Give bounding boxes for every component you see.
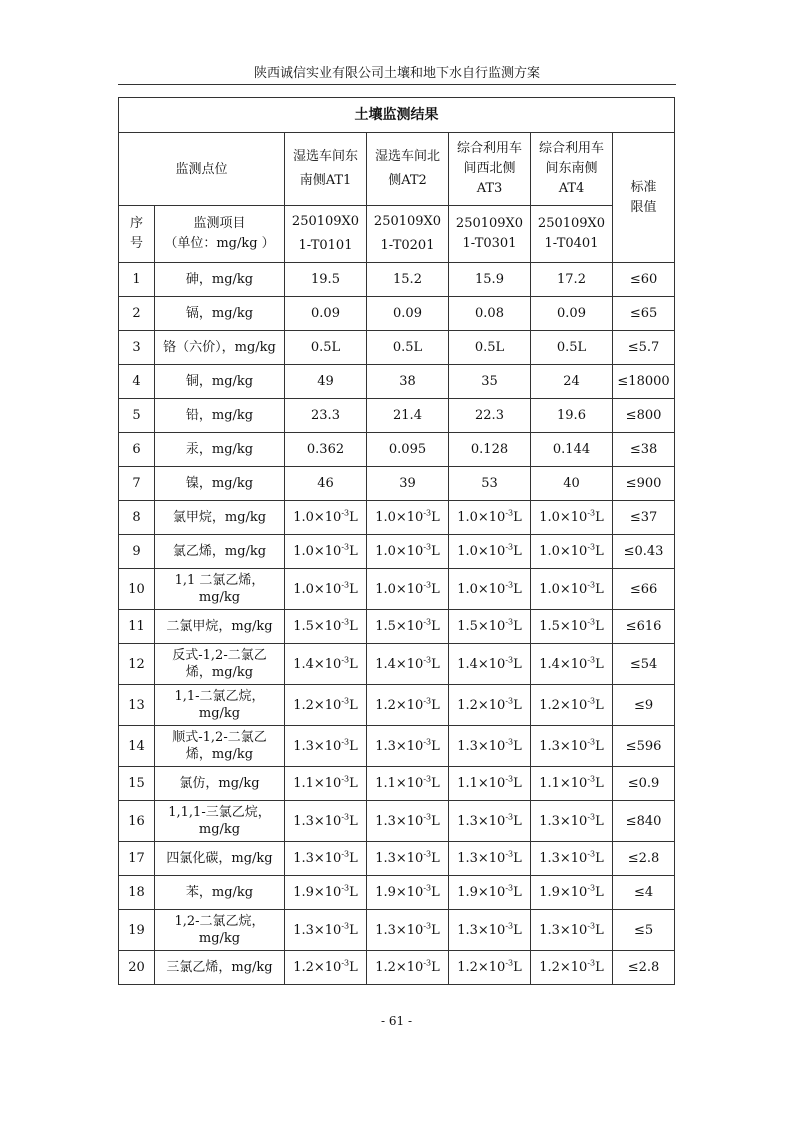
row-limit: ≤900 [613, 467, 675, 501]
running-header: 陕西诚信实业有限公司土壤和地下水自行监测方案 [118, 62, 676, 85]
row-limit: ≤596 [613, 726, 675, 767]
row-item: 氯甲烷，mg/kg [155, 501, 285, 535]
row-value: $1.4\times 10^{-3}L$ [285, 644, 367, 685]
row-limit: ≤65 [613, 297, 675, 331]
row-limit: ≤38 [613, 433, 675, 467]
row-value: $1.2\times 10^{-3}L$ [285, 951, 367, 985]
row-value: $1.1\times 10^{-3}L$ [285, 767, 367, 801]
soil-monitoring-results-table [118, 97, 674, 985]
row-value: $1.2\times 10^{-3}L$ [531, 685, 613, 726]
row-value: $1.3\times 10^{-3}L$ [531, 842, 613, 876]
row-value: $1.0\times 10^{-3}L$ [449, 535, 531, 569]
row-value: 0.5L [285, 331, 367, 365]
row-value: $1.3\times 10^{-3}L$ [367, 801, 449, 842]
row-value: $1.3\times 10^{-3}L$ [285, 842, 367, 876]
row-value: 0.128 [449, 433, 531, 467]
row-value: $1.3\times 10^{-3}L$ [531, 801, 613, 842]
row-value: $1.3\times 10^{-3}L$ [449, 842, 531, 876]
table-row [119, 399, 675, 433]
row-value: 0.5L [449, 331, 531, 365]
row-value: $1.3\times 10^{-3}L$ [367, 910, 449, 951]
row-value: $1.3\times 10^{-3}L$ [285, 801, 367, 842]
row-value: 39 [367, 467, 449, 501]
row-item: 反式-1,2-二氯乙烯，mg/kg [155, 644, 285, 685]
table-row [119, 569, 675, 610]
table-row [119, 842, 675, 876]
row-number: 10 [119, 569, 155, 610]
row-value: 24 [531, 365, 613, 399]
row-number: 11 [119, 610, 155, 644]
site-code-cell: 250109X01-T0101 [285, 206, 367, 263]
point-label: 监测点位 [119, 133, 285, 206]
row-number: 19 [119, 910, 155, 951]
row-value: 0.362 [285, 433, 367, 467]
site-name-cell: 湿选车间东南侧AT1 [285, 133, 367, 206]
row-item: 砷，mg/kg [155, 263, 285, 297]
row-limit: ≤37 [613, 501, 675, 535]
table-row [119, 910, 675, 951]
row-item: 1,1,1-三氯乙烷，mg/kg [155, 801, 285, 842]
row-number: 13 [119, 685, 155, 726]
row-value: $1.5\times 10^{-3}L$ [531, 610, 613, 644]
row-item: 四氯化碳，mg/kg [155, 842, 285, 876]
row-value: $1.3\times 10^{-3}L$ [531, 726, 613, 767]
row-value: 0.08 [449, 297, 531, 331]
table-row [119, 501, 675, 535]
row-number: 20 [119, 951, 155, 985]
table-row [119, 365, 675, 399]
row-item: 镍，mg/kg [155, 467, 285, 501]
table-row [119, 331, 675, 365]
row-value: 0.09 [285, 297, 367, 331]
row-number: 17 [119, 842, 155, 876]
row-number: 15 [119, 767, 155, 801]
row-number: 3 [119, 331, 155, 365]
row-value: 21.4 [367, 399, 449, 433]
row-item: 1,2-二氯乙烷，mg/kg [155, 910, 285, 951]
row-item: 镉，mg/kg [155, 297, 285, 331]
row-value: 15.2 [367, 263, 449, 297]
row-value: 53 [449, 467, 531, 501]
row-value: $1.5\times 10^{-3}L$ [449, 610, 531, 644]
row-value: $1.0\times 10^{-3}L$ [285, 535, 367, 569]
row-value: $1.0\times 10^{-3}L$ [531, 535, 613, 569]
row-value: 19.6 [531, 399, 613, 433]
row-value: 49 [285, 365, 367, 399]
row-item: 铬（六价），mg/kg [155, 331, 285, 365]
row-value: $1.0\times 10^{-3}L$ [449, 501, 531, 535]
row-limit: ≤54 [613, 644, 675, 685]
row-item: 二氯甲烷，mg/kg [155, 610, 285, 644]
row-value: $1.9\times 10^{-3}L$ [285, 876, 367, 910]
row-limit: ≤5.7 [613, 331, 675, 365]
row-value: 35 [449, 365, 531, 399]
row-value: $1.2\times 10^{-3}L$ [367, 685, 449, 726]
page-number: - 61 - [380, 1014, 412, 1028]
row-item: 顺式-1,2-二氯乙烯，mg/kg [155, 726, 285, 767]
item-label-cell [155, 206, 285, 263]
row-value: 23.3 [285, 399, 367, 433]
table-title: 土壤监测结果 [119, 98, 675, 133]
standard-label: 标准限值 [613, 133, 675, 263]
row-item: 1,1-二氯乙烷，mg/kg [155, 685, 285, 726]
row-item: 1,1 二氯乙烯，mg/kg [155, 569, 285, 610]
row-value: 46 [285, 467, 367, 501]
row-value: $1.3\times 10^{-3}L$ [285, 910, 367, 951]
row-number: 8 [119, 501, 155, 535]
row-item: 铅，mg/kg [155, 399, 285, 433]
row-value: $1.5\times 10^{-3}L$ [367, 610, 449, 644]
table-row [119, 433, 675, 467]
row-value: 17.2 [531, 263, 613, 297]
row-value: $1.3\times 10^{-3}L$ [285, 726, 367, 767]
table-row [119, 263, 675, 297]
row-value: 0.09 [531, 297, 613, 331]
row-value: $1.3\times 10^{-3}L$ [449, 801, 531, 842]
row-limit: ≤60 [613, 263, 675, 297]
row-value: $1.3\times 10^{-3}L$ [449, 726, 531, 767]
row-value: $1.0\times 10^{-3}L$ [367, 569, 449, 610]
row-value: $1.4\times 10^{-3}L$ [367, 644, 449, 685]
row-number: 2 [119, 297, 155, 331]
site-name-cell: 综合利用车间东南侧AT4 [531, 133, 613, 206]
table-row [119, 467, 675, 501]
row-number: 9 [119, 535, 155, 569]
row-number: 18 [119, 876, 155, 910]
row-value: $1.2\times 10^{-3}L$ [449, 685, 531, 726]
row-limit: ≤840 [613, 801, 675, 842]
row-limit: ≤800 [613, 399, 675, 433]
row-value: $1.0\times 10^{-3}L$ [449, 569, 531, 610]
table-row [119, 876, 675, 910]
row-limit: ≤5 [613, 910, 675, 951]
row-limit: ≤2.8 [613, 951, 675, 985]
row-value: $1.3\times 10^{-3}L$ [449, 910, 531, 951]
row-value: $1.9\times 10^{-3}L$ [449, 876, 531, 910]
row-item: 氯仿，mg/kg [155, 767, 285, 801]
row-value: $1.4\times 10^{-3}L$ [531, 644, 613, 685]
row-limit: ≤9 [613, 685, 675, 726]
table-row [119, 644, 675, 685]
row-value: 40 [531, 467, 613, 501]
row-number: 6 [119, 433, 155, 467]
site-code-cell: 250109X01-T0401 [531, 206, 613, 263]
row-value: 0.095 [367, 433, 449, 467]
table-row [119, 297, 675, 331]
row-value: 0.5L [531, 331, 613, 365]
row-value: $1.2\times 10^{-3}L$ [449, 951, 531, 985]
row-item: 三氯乙烯，mg/kg [155, 951, 285, 985]
row-value: $1.0\times 10^{-3}L$ [531, 501, 613, 535]
row-limit: ≤18000 [613, 365, 675, 399]
row-value: 0.5L [367, 331, 449, 365]
item-label: 监测项目 [193, 216, 246, 231]
row-value: 15.9 [449, 263, 531, 297]
row-value: $1.5\times 10^{-3}L$ [285, 610, 367, 644]
row-number: 7 [119, 467, 155, 501]
row-value: $1.0\times 10^{-3}L$ [367, 501, 449, 535]
row-limit: ≤0.9 [613, 767, 675, 801]
row-value: 38 [367, 365, 449, 399]
row-value: $1.1\times 10^{-3}L$ [531, 767, 613, 801]
row-item: 汞，mg/kg [155, 433, 285, 467]
row-value: $1.9\times 10^{-3}L$ [531, 876, 613, 910]
row-number: 1 [119, 263, 155, 297]
row-value: $1.0\times 10^{-3}L$ [531, 569, 613, 610]
row-value: 0.144 [531, 433, 613, 467]
table-row [119, 801, 675, 842]
row-value: $1.2\times 10^{-3}L$ [285, 685, 367, 726]
row-value: $1.1\times 10^{-3}L$ [367, 767, 449, 801]
row-limit: ≤4 [613, 876, 675, 910]
table-row [119, 685, 675, 726]
row-value: 19.5 [285, 263, 367, 297]
row-value: $1.3\times 10^{-3}L$ [531, 910, 613, 951]
row-limit: ≤2.8 [613, 842, 675, 876]
table-row [119, 767, 675, 801]
row-item: 铜，mg/kg [155, 365, 285, 399]
row-value: $1.0\times 10^{-3}L$ [285, 569, 367, 610]
row-value: $1.1\times 10^{-3}L$ [449, 767, 531, 801]
row-number: 5 [119, 399, 155, 433]
row-value: $1.2\times 10^{-3}L$ [367, 951, 449, 985]
row-limit: ≤66 [613, 569, 675, 610]
table-row [119, 726, 675, 767]
row-number: 12 [119, 644, 155, 685]
site-code-cell: 250109X01-T0201 [367, 206, 449, 263]
row-number: 14 [119, 726, 155, 767]
row-number: 4 [119, 365, 155, 399]
site-code-cell: 250109X01-T0301 [449, 206, 531, 263]
table-row [119, 535, 675, 569]
row-item: 氯乙烯，mg/kg [155, 535, 285, 569]
row-item: 苯，mg/kg [155, 876, 285, 910]
table-row [119, 610, 675, 644]
row-limit: ≤616 [613, 610, 675, 644]
row-number: 16 [119, 801, 155, 842]
index-label: 序号 [119, 206, 155, 263]
site-name-cell: 湿选车间北侧AT2 [367, 133, 449, 206]
row-value: $1.9\times 10^{-3}L$ [367, 876, 449, 910]
site-name-cell: 综合利用车间西北侧AT3 [449, 133, 531, 206]
unit-label: （单位：mg/kg ） [164, 236, 275, 251]
row-value: $1.0\times 10^{-3}L$ [367, 535, 449, 569]
row-value: $1.2\times 10^{-3}L$ [531, 951, 613, 985]
row-value: 22.3 [449, 399, 531, 433]
row-limit: ≤0.43 [613, 535, 675, 569]
row-value: $1.0\times 10^{-3}L$ [285, 501, 367, 535]
row-value: $1.4\times 10^{-3}L$ [449, 644, 531, 685]
table-row [119, 951, 675, 985]
row-value: 0.09 [367, 297, 449, 331]
row-value: $1.3\times 10^{-3}L$ [367, 726, 449, 767]
row-value: $1.3\times 10^{-3}L$ [367, 842, 449, 876]
